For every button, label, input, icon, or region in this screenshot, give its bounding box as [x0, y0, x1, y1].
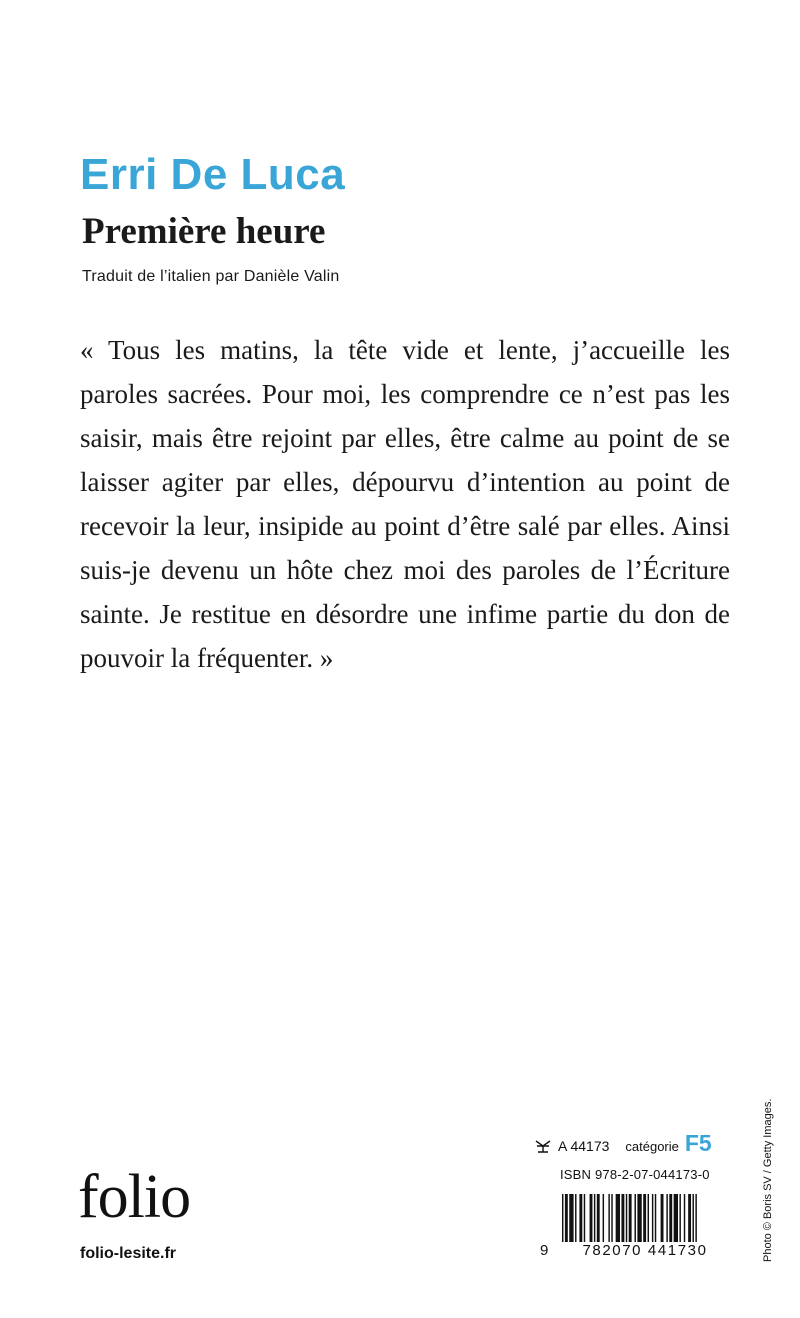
barcode-first-digit: 9 — [540, 1242, 549, 1259]
back-cover-blurb: « Tous les matins, la tête vide et lente, j’accueille les paroles sacrées. Pour moi, les comprendre ce n’est pas les saisir, mais être rejoint par elles, être calme au point de se laisser agiter par elles, dépourvu d’intention au point de recevoir la leur, insipide au point d’être salé par elles. Ainsi suis-je devenu un hôte chez moi des paroles de l’Écriture sainte. Je restitue en désordre une infime partie du don de pouvoir la fréquenter. » — [80, 335, 730, 673]
translator-credit: Traduit de l’italien par Danièle Valin — [82, 268, 340, 285]
author-name: Erri De Luca — [80, 150, 346, 199]
isbn-number: ISBN 978-2-07-044173-0 — [560, 1167, 710, 1182]
category-code: F5 — [684, 1130, 712, 1156]
publisher-website: folio-lesite.fr — [80, 1245, 177, 1262]
publisher-logo: folio — [78, 1163, 191, 1231]
barcode-digits: 782070 441730 — [562, 1242, 728, 1259]
catalog-code-row — [534, 1130, 726, 1160]
category-label: catégorie — [625, 1139, 679, 1154]
publisher-glyph-icon — [534, 1139, 552, 1153]
catalog-reference: A 44173 — [558, 1138, 610, 1154]
barcode — [540, 1194, 728, 1268]
photo-credit: Photo © Boris SV / Getty Images. — [762, 1098, 774, 1262]
book-title: Première heure — [82, 211, 326, 252]
